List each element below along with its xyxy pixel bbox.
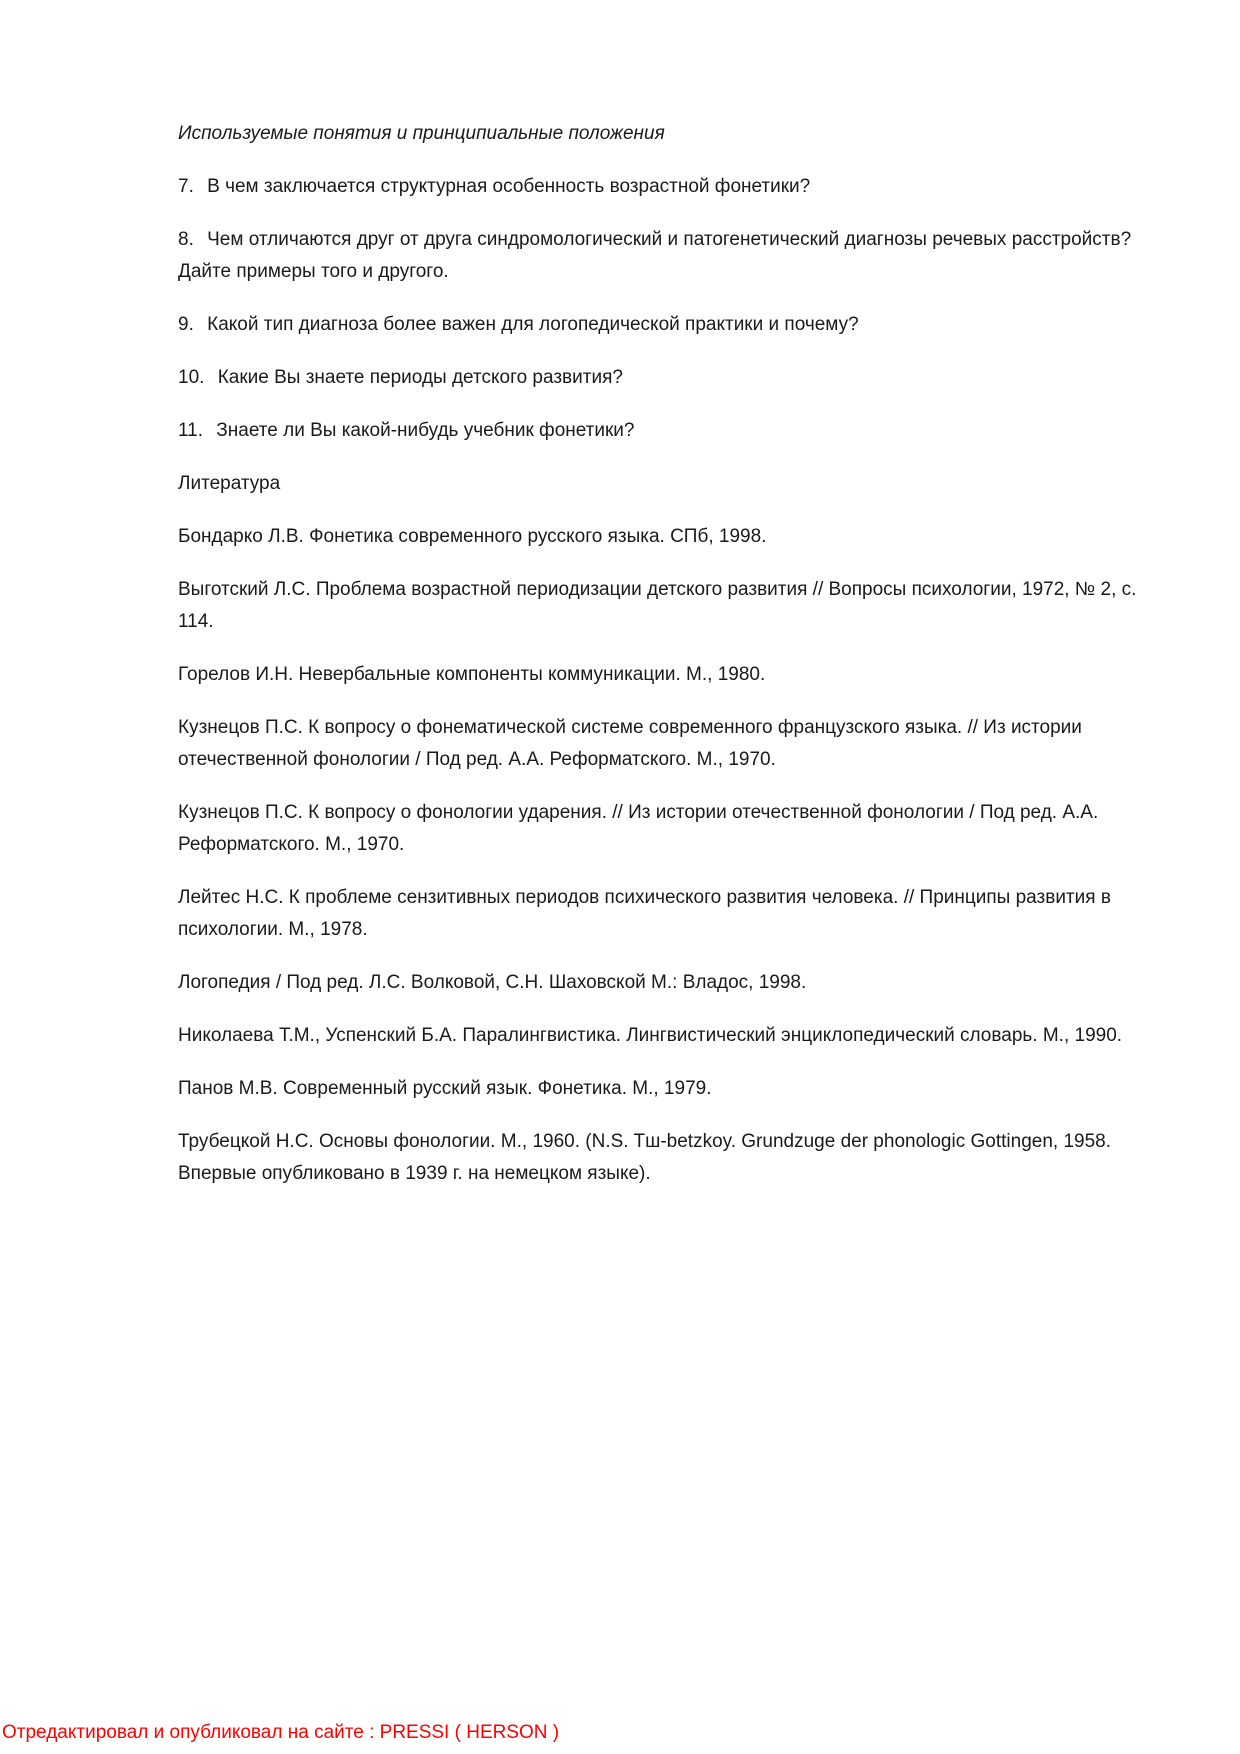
question-text: Чем отличаются друг от друга синдромологический и патогенетический диагнозы речевых расстройств? Дайте примеры того и другого. bbox=[178, 229, 1132, 282]
question-item bbox=[178, 362, 1153, 394]
reference-item: Николаева Т.М., Успенский Б.А. Паралингвистика. Лингвистический энциклопедический словарь. М., 1990. bbox=[178, 1025, 1123, 1046]
question-item bbox=[178, 309, 1153, 341]
reference-item: Панов М.В. Современный русский язык. Фонетика. М., 1979. bbox=[178, 1078, 712, 1099]
page-content bbox=[178, 118, 1153, 1211]
question-item bbox=[178, 415, 1153, 447]
reference-item: Кузнецов П.С. К вопросу о фонологии ударения. // Из истории отечественной фонологии / Под ред. А.А. Реформатского. М., 1970. bbox=[178, 802, 1099, 855]
question-item bbox=[178, 224, 1153, 288]
reference-item: Логопедия / Под ред. Л.С. Волковой, С.Н. Шаховской М.: Владос, 1998. bbox=[178, 972, 807, 993]
question-text: Какой тип диагноза более важен для логопедической практики и почему? bbox=[207, 314, 859, 335]
reference-item: Бондарко Л.В. Фонетика современного русского языка. СПб, 1998. bbox=[178, 526, 767, 547]
reference-item: Горелов И.Н. Невербальные компоненты коммуникации. М., 1980. bbox=[178, 664, 766, 685]
question-item bbox=[178, 171, 1153, 203]
reference-item: Лейтес Н.С. К проблеме сензитивных периодов психического развития человека. // Принципы развития в психологии. М., 1978. bbox=[178, 887, 1111, 940]
section-heading: Используемые понятия и принципиальные положения bbox=[178, 123, 665, 144]
question-text: Какие Вы знаете периоды детского развития? bbox=[217, 367, 623, 388]
questions-list bbox=[178, 171, 1153, 447]
question-number: 9. bbox=[178, 314, 194, 335]
literature-heading: Литература bbox=[178, 473, 281, 494]
reference-item: Трубецкой Н.С. Основы фонологии. М., 1960. (N.S. Tш-betzkoy. Grundzuge der phonologic Gottingen, 1958. Впервые опубликовано в 1939 г. на немецком языке). bbox=[178, 1131, 1111, 1184]
publisher-footer: Отредактировал и опубликовал на сайте : PRESSI ( HERSON ) bbox=[2, 1722, 560, 1743]
reference-item: Выготский Л.С. Проблема возрастной периодизации детского развития // Вопросы психологии, 1972, № 2, с. 114. bbox=[178, 579, 1137, 632]
question-number: 8. bbox=[178, 229, 194, 250]
references-list bbox=[178, 521, 1153, 1190]
question-text: В чем заключается структурная особенность возрастной фонетики? bbox=[207, 176, 811, 197]
question-number: 10. bbox=[178, 367, 205, 388]
question-number: 11. bbox=[178, 420, 204, 441]
reference-item: Кузнецов П.С. К вопросу о фонематической системе современного французского языка. // Из истории отечественной фонологии / Под ред. А.А. Реформатского. М., 1970. bbox=[178, 717, 1082, 770]
question-text: Знаете ли Вы какой-нибудь учебник фонетики? bbox=[216, 420, 635, 441]
question-number: 7. bbox=[178, 176, 194, 197]
